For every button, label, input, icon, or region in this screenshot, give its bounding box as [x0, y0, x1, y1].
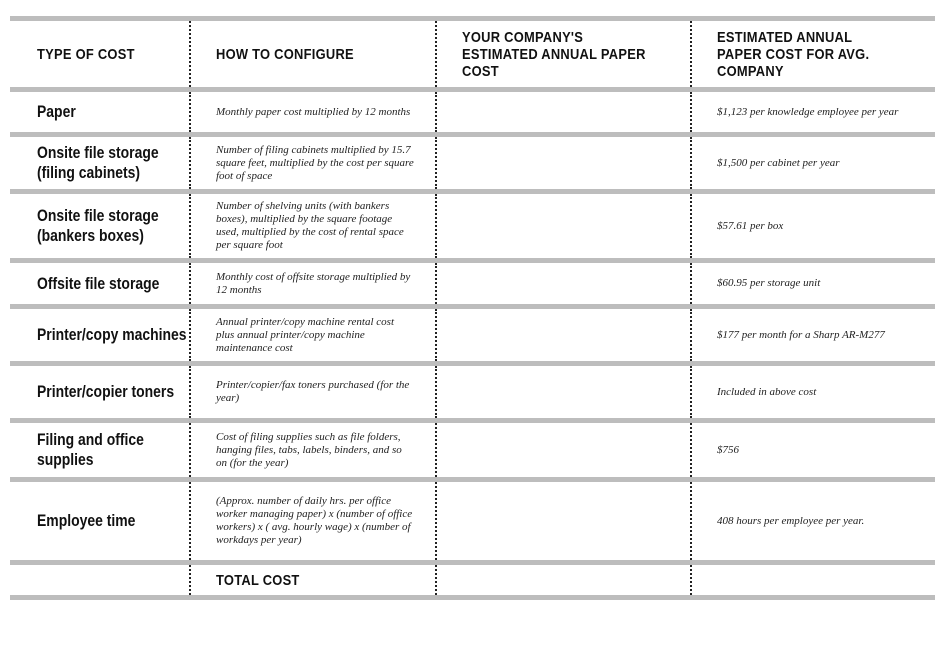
header-how	[190, 19, 436, 90]
total-label-cell	[190, 563, 436, 598]
your-cost-cell[interactable]	[436, 480, 691, 563]
your-cost-cell[interactable]	[436, 135, 691, 192]
avg-cost: $756	[717, 443, 739, 456]
how-cell	[190, 261, 436, 307]
header-yours-label: YOUR COMPANY'S ESTIMATED ANNUAL PAPER COST	[462, 28, 646, 80]
header-type	[10, 19, 190, 90]
cost-type: Filing and office supplies	[37, 430, 144, 469]
avg-cell	[691, 90, 935, 135]
how-to-configure: Printer/copier/fax toners purchased (for the year)	[216, 379, 410, 404]
table-row	[10, 364, 935, 421]
cost-type: Printer/copier toners	[37, 382, 175, 401]
total-avg-cell	[691, 563, 935, 598]
header-row	[10, 19, 935, 90]
type-cell	[10, 192, 190, 261]
how-cell	[190, 307, 436, 364]
your-cost-cell[interactable]	[436, 192, 691, 261]
type-cell	[10, 421, 190, 480]
table-row	[10, 261, 935, 307]
type-cell	[10, 135, 190, 192]
avg-cell	[691, 364, 935, 421]
total-label: TOTAL COST	[216, 571, 300, 589]
cost-type: Onsite file storage (filing cabinets)	[37, 143, 159, 182]
how-cell	[190, 364, 436, 421]
total-row	[10, 563, 935, 598]
table-row	[10, 135, 935, 192]
table-row	[10, 421, 935, 480]
table-row	[10, 192, 935, 261]
how-to-configure: Annual printer/copy machine rental cost plus annual printer/copy machine maintenance cost	[216, 315, 395, 354]
how-to-configure: (Approx. number of daily hrs. per office worker managing paper) x (number of office workers) x ( avg. hourly wage) x (number of workdays per year)	[216, 495, 413, 546]
avg-cell	[691, 421, 935, 480]
how-cell	[190, 421, 436, 480]
header-how-label: HOW TO CONFIGURE	[216, 45, 354, 63]
table-row	[10, 90, 935, 135]
table-row	[10, 480, 935, 563]
cost-type: Offsite file storage	[37, 273, 160, 293]
avg-cost: $57.61 per box	[717, 219, 784, 232]
type-cell	[10, 261, 190, 307]
header-type-label: TYPE OF COST	[37, 45, 135, 63]
cost-type: Employee time	[37, 511, 136, 530]
your-cost-cell[interactable]	[436, 261, 691, 307]
cost-type: Onsite file storage (bankers boxes)	[37, 206, 159, 245]
avg-cost: Included in above cost	[717, 385, 817, 398]
avg-cell	[691, 192, 935, 261]
type-cell	[10, 364, 190, 421]
avg-cell	[691, 307, 935, 364]
your-cost-cell[interactable]	[436, 421, 691, 480]
avg-cost: 408 hours per employee per year.	[717, 514, 865, 527]
type-cell	[10, 480, 190, 563]
avg-cell	[691, 261, 935, 307]
header-yours	[436, 19, 691, 90]
avg-cell	[691, 135, 935, 192]
cost-type: Printer/copy machines	[37, 325, 187, 344]
how-to-configure: Monthly paper cost multiplied by 12 months	[216, 105, 411, 118]
avg-cost: $177 per month for a Sharp AR-M277	[717, 328, 885, 341]
how-cell	[190, 135, 436, 192]
type-cell	[10, 307, 190, 364]
avg-cost: $60.95 per storage unit	[717, 277, 821, 289]
your-cost-cell[interactable]	[436, 90, 691, 135]
cost-type: Paper	[37, 102, 76, 121]
how-to-configure: Number of filing cabinets multiplied by 15.7 square feet, multiplied by the cost per square foot of space	[216, 143, 414, 182]
your-cost-cell[interactable]	[436, 364, 691, 421]
paper-cost-table	[10, 16, 935, 600]
avg-cell	[691, 480, 935, 563]
how-to-configure: Cost of filing supplies such as file folders, hanging files, tabs, labels, binders, and so on (for the year)	[216, 430, 402, 469]
avg-cost: $1,123 per knowledge employee per year	[717, 105, 899, 118]
table-row	[10, 307, 935, 364]
total-yours-cell[interactable]	[436, 563, 691, 598]
how-to-configure: Number of shelving units (with bankers boxes), multiplied by the square footage used, multiplied by the cost of rental space per square foot	[216, 200, 404, 251]
how-cell	[190, 192, 436, 261]
how-cell	[190, 480, 436, 563]
avg-cost: $1,500 per cabinet per year	[717, 156, 840, 169]
how-to-configure: Monthly cost of offsite storage multiplied by 12 months	[216, 270, 411, 296]
header-avg-label: ESTIMATED ANNUAL PAPER COST FOR AVG. COMPANY	[717, 28, 870, 80]
header-avg	[691, 19, 935, 90]
how-cell	[190, 90, 436, 135]
type-cell	[10, 90, 190, 135]
total-empty	[10, 563, 190, 598]
your-cost-cell[interactable]	[436, 307, 691, 364]
